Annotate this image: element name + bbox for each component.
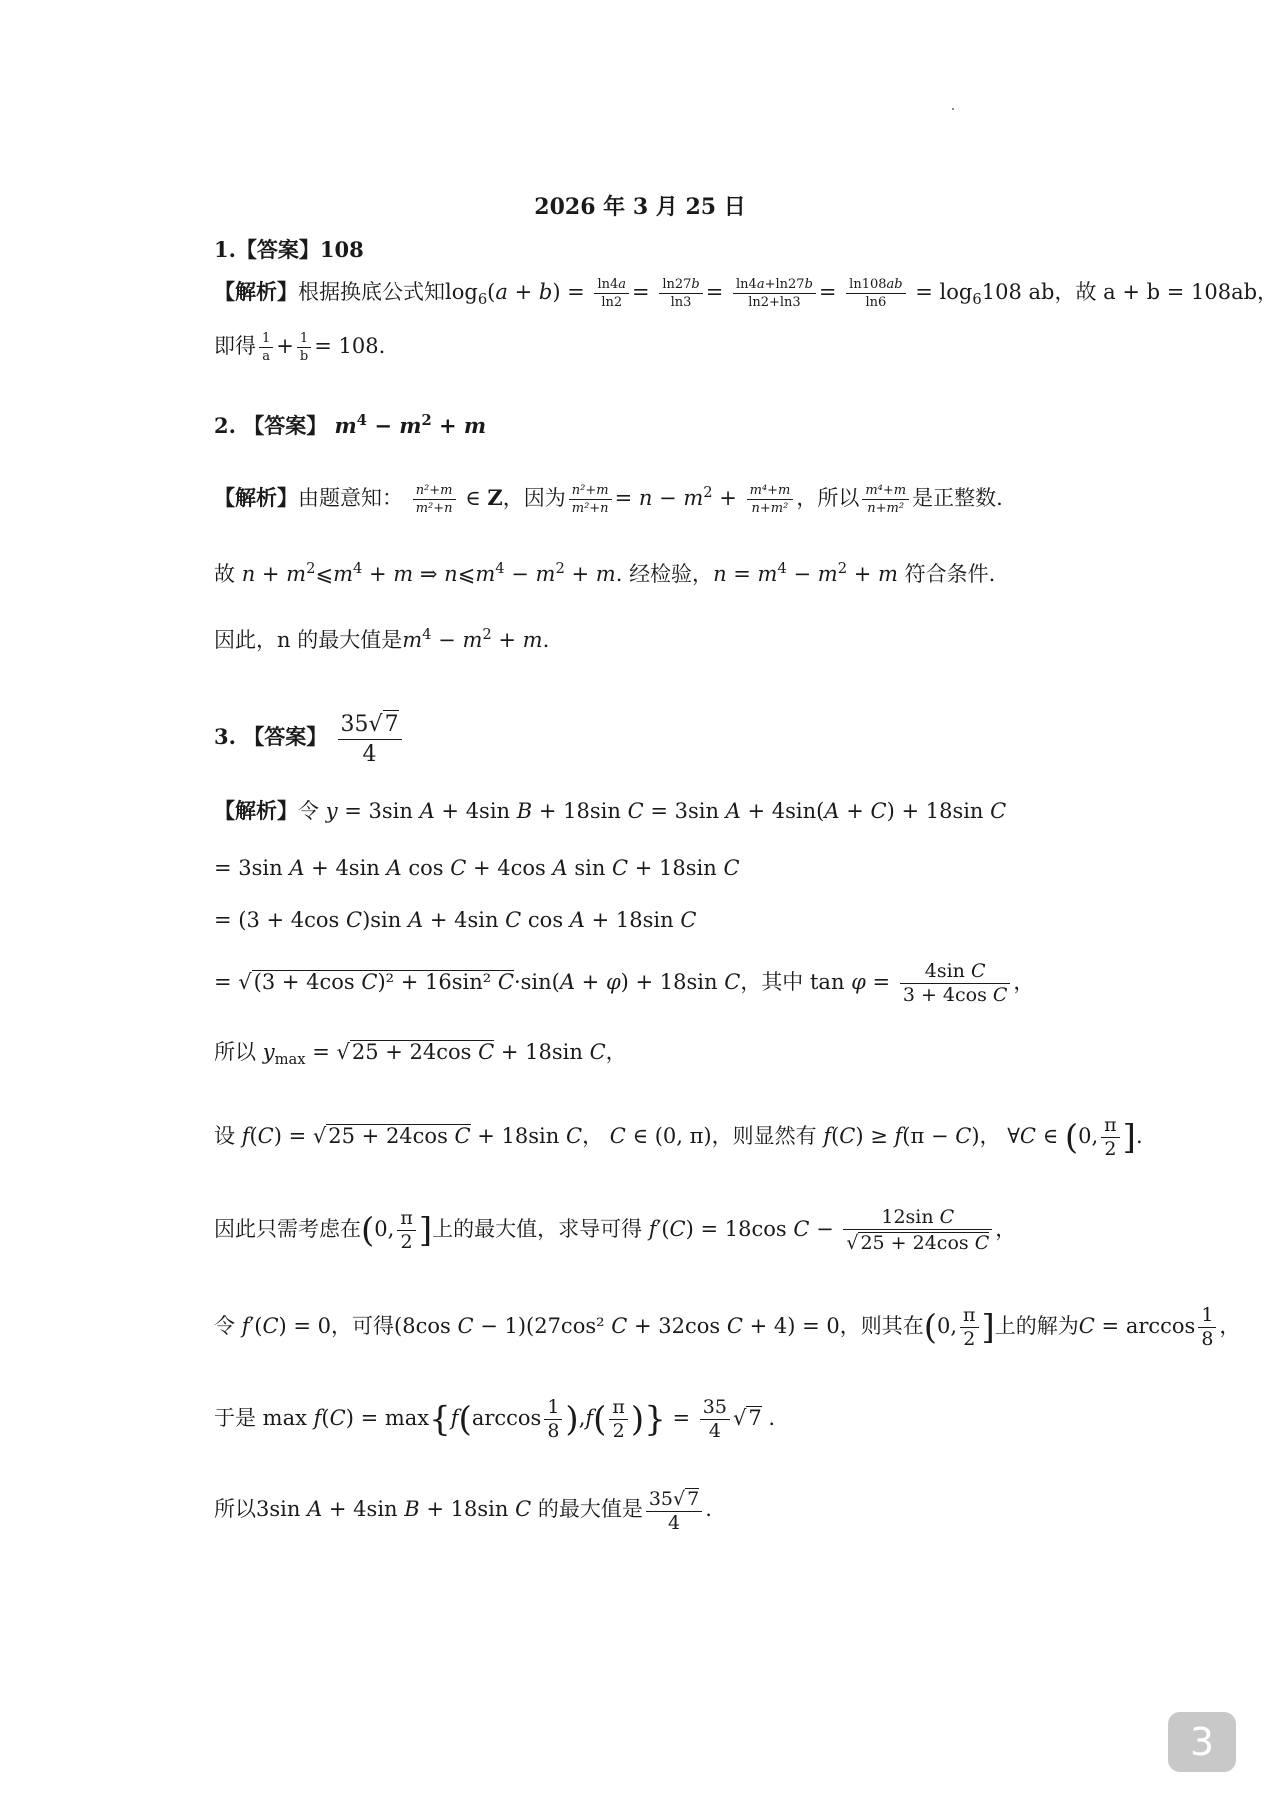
- q1-analysis-label: 【解析】: [214, 279, 298, 304]
- q3-step1: 【解析】令 y = 3sin A + 4sin B + 18sin C = 3sin A + 4sin(A + C) + 18sin C: [214, 798, 1007, 823]
- q1-analysis-line2: 即得 $\frac{1}{a}$ + $\frac{1}{b}$ = 108.: [214, 331, 386, 364]
- q1-answer: 1.【答案】108: [214, 237, 364, 262]
- q3-step9: 于是 max f(C) = max{f(arccos $\frac{1}{8}$ ),f( $\frac{\pi}{2}$ )} = $\frac{35}{4}$ √7 .: [214, 1396, 776, 1442]
- document-date: 2026 年 3 月 25 日: [534, 194, 746, 220]
- q1-conclusion: 故 a + b = 108ab，: [1075, 280, 1279, 304]
- q3-step4: = √(3 + 4cos C)² + 16sin² C·sin(A + φ) + 18sin C，其中 tan φ = $\frac{\text{4sin C}}{\text{3 + 4cos C}}$ ，: [214, 960, 1035, 1006]
- q2-analysis-line2: 故 $n + m^2⩽m^4 + m$ ⇒ $n⩽m^4 - m^2 + m$. 经检验，$n = m^4 - m^2 + m$ 符合条件.: [214, 560, 996, 586]
- q2-conclusion: 因此，n 的最大值是$m^4 - m^2 + m$.: [214, 626, 550, 652]
- q1-analysis-line1: 【解析】根据换底公式知$\log_6(a + b)$ = $\frac{\ln 4a}{\ln 2}$ = $\frac{\ln 27b}{\ln 3}$ = $\frac{\ln 4a+\ln 27b}{\ln 2+\ln 3}$ = $\frac{\ln 108ab}{\ln 6}$ = $\log_6108$ ab，故 a + b = 108ab，: [214, 277, 1279, 310]
- q3-step5: 所以 $y_{max} = √25 + 24\cos$ C + 18sin C，: [214, 1040, 627, 1069]
- q3-step3: = (3 + 4cos C)sin A + 4sin C cos A + 18sin C: [214, 908, 697, 932]
- scan-dot: [952, 108, 954, 110]
- page-number-badge[interactable]: 3: [1168, 1712, 1236, 1772]
- q3-step2: = 3sin A + 4sin A cos C + 4cos A sin C + 18sin C: [214, 856, 740, 880]
- q2-answer: 2. 【答案】 $m^4 - m^2 + m$: [214, 412, 487, 438]
- q3-step8: 令 f′(C) = 0，可得(8cos C − 1)(27cos² C + 32cos C + 4) = 0，则其在(0, $\frac{\pi}{2}$ ]上的解为C = arccos $\frac{1}{8}$ ，: [214, 1304, 1241, 1350]
- q1-analysis-text: 根据换底公式知: [298, 280, 445, 304]
- q3-final: 所以3sin A + 4sin B + 18sin C 的最大值是 $\frac{35√ 7}{4}$ .: [214, 1488, 712, 1534]
- q3-answer: 3. 【答案】 $\frac{35√7}{4}$: [214, 710, 405, 767]
- q3-step7: 因此只需考虑在(0, $\frac{\pi}{2}$ ]上的最大值，求导可得 f′(C) = 18cos C − $\frac{\text{12sin C}}{\text{√ 25 + 24cos C}}$ ，: [214, 1206, 1017, 1254]
- q3-step6: 设 f(C) = √25 + 24cos C + 18sin C， C ∈ (0, π)，则显然有 f(C) ≥ f(π − C)， ∀C ∈ (0, $\frac{\pi}{2}$ ].: [214, 1114, 1143, 1160]
- q2-analysis-line1: 【解析】由题意知： $\frac{\text{n²+m}}{\text{m²+n}}$ ∈ Z，因为 $\frac{\text{n²+m}}{\text{m²+n}}$ = $n - m^2$ + $\frac{\text{m⁴+m}}{\text{n+m²}}$ ，所以 $\frac{\text{m⁴+m}}{\text{n+m²}}$ 是正整数.: [214, 483, 1003, 516]
